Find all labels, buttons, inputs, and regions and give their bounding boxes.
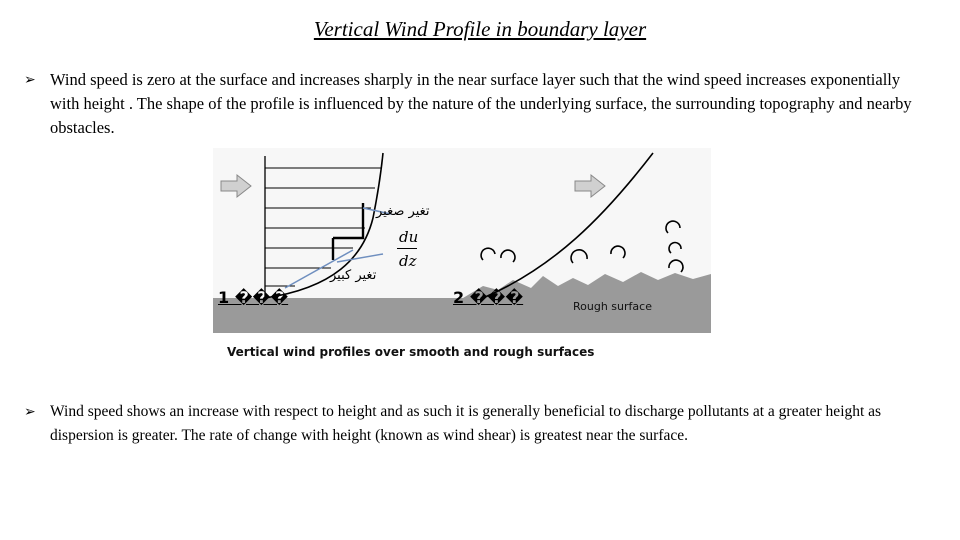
page-title: Vertical Wind Profile in boundary layer xyxy=(313,17,647,41)
large-change-label: تغير كبير xyxy=(330,268,377,283)
bullet-2 xyxy=(24,400,914,448)
panel-2-label: 2 ��� xyxy=(453,288,524,307)
small-change-label: تغير صغير xyxy=(376,204,430,219)
fraction-bar xyxy=(397,248,417,249)
panel-1-label: 1 ��� xyxy=(218,288,289,307)
wind-profile-diagram xyxy=(213,148,713,366)
du-label: du xyxy=(399,228,419,246)
arrow-bullet-icon: ➢ xyxy=(24,404,36,420)
bullet-1-text: Wind speed is zero at the surface and increases sharply in the near surface layer such that the wind speed increases exponentially with height . The shape of the profile is influenced by the nature of the underlying surface, the surrounding topography and nearby obstacles. xyxy=(50,70,912,137)
bullet-1 xyxy=(24,68,914,140)
bullet-2-text: Wind speed shows an increase with respect to height and as such it is generally beneficial to discharge pollutants at a greater height as dispersion is greater. The rate of change with height (known as wind shear) is greatest near the surface. xyxy=(50,403,882,444)
wind-profile-figure xyxy=(213,148,713,366)
dz-label: dz xyxy=(399,252,417,270)
arrow-bullet-icon: ➢ xyxy=(24,72,36,88)
rough-surface-label: Rough surface xyxy=(573,300,652,313)
figure-caption: Vertical wind profiles over smooth and rough surfaces xyxy=(227,345,595,359)
